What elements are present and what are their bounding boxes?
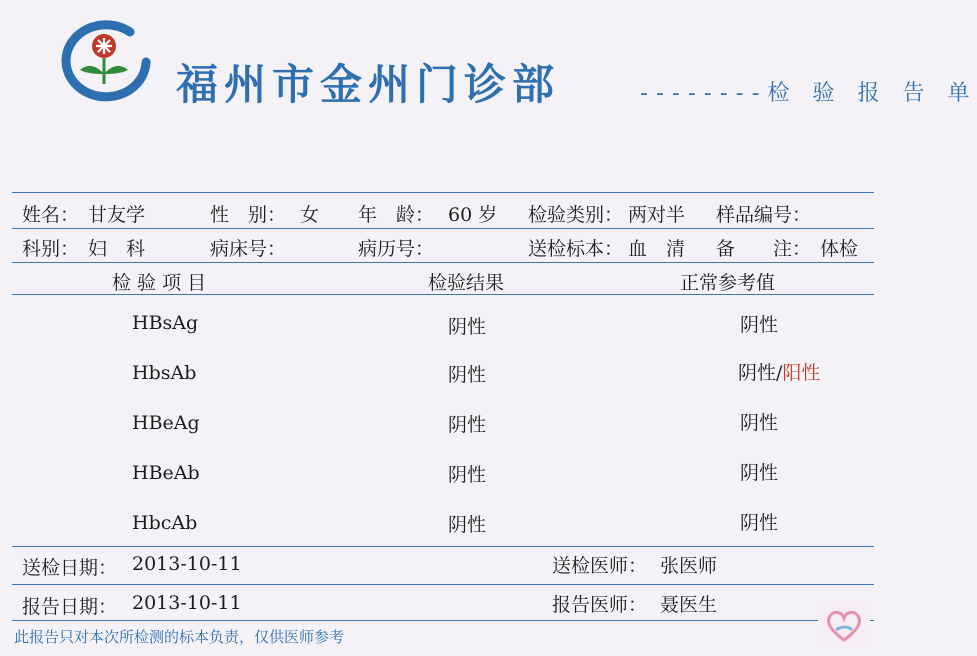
- submit-doctor: 张医师: [660, 555, 718, 577]
- reference-negative: 阴性/: [738, 362, 783, 384]
- submit-doctor-label: 送检医师：: [552, 555, 648, 577]
- report-date: 2013-10-11: [132, 592, 242, 614]
- test-reference: 阴性: [740, 412, 779, 434]
- patient-dept: 妇 科: [88, 238, 146, 260]
- note: 体检: [820, 238, 859, 260]
- test-item: HbcAb: [132, 512, 198, 534]
- test-result: 阴性: [448, 316, 487, 338]
- test-result: 阴性: [448, 364, 487, 386]
- report-title: --------检 验 报 告 单: [640, 81, 977, 106]
- dept-label: 科别：: [22, 238, 80, 260]
- sample-no-label: 样品编号：: [716, 204, 812, 226]
- report-date-label: 报告日期：: [22, 596, 118, 618]
- test-reference: 阴性: [740, 512, 779, 534]
- patient-name: 甘友学: [88, 204, 146, 226]
- divider: [12, 228, 874, 229]
- patient-sex: 女: [300, 204, 320, 226]
- sex-label: 性 别：: [210, 204, 287, 226]
- test-type: 两对半: [628, 204, 686, 226]
- test-result: 阴性: [448, 514, 487, 536]
- test-item: HBsAg: [132, 312, 199, 334]
- submit-date-label: 送检日期：: [22, 557, 118, 579]
- age-label: 年 龄：: [358, 204, 435, 226]
- divider: [12, 192, 874, 193]
- specimen: 血 清: [628, 238, 686, 260]
- header-result: 检验结果: [428, 272, 505, 294]
- clinic-logo: [58, 22, 154, 106]
- header-test-item: 检 验 项 目: [112, 272, 207, 294]
- divider: [12, 294, 874, 295]
- disclaimer: 此报告只对本次所检测的标本负责，仅供医师参考: [14, 628, 345, 646]
- report-doctor-label: 报告医师：: [552, 594, 648, 616]
- test-reference: 阴性: [740, 314, 779, 336]
- heart-watermark-icon: [818, 600, 870, 648]
- submit-date: 2013-10-11: [132, 553, 242, 575]
- test-reference: [738, 358, 820, 385]
- divider: [12, 262, 874, 263]
- note-label: 备 注：: [716, 238, 812, 260]
- divider: [12, 584, 874, 585]
- divider: [12, 620, 874, 621]
- test-type-label: 检验类别：: [528, 204, 624, 226]
- specimen-label: 送检标本：: [528, 238, 624, 260]
- report-doctor: 聂医生: [660, 594, 718, 616]
- clinic-name: 福州市金州门诊部: [176, 60, 561, 109]
- divider: [12, 546, 874, 547]
- bed-label: 病床号：: [210, 238, 287, 260]
- patient-age: 60 岁: [448, 204, 498, 226]
- header-reference: 正常参考值: [680, 272, 776, 294]
- test-item: HBeAg: [132, 412, 200, 434]
- reference-positive: 阳性: [782, 362, 821, 384]
- test-reference: 阴性: [740, 462, 779, 484]
- test-result: 阴性: [448, 414, 487, 436]
- test-item: HBeAb: [132, 462, 200, 484]
- test-result: 阴性: [448, 464, 487, 486]
- name-label: 姓名：: [22, 204, 80, 226]
- test-item: HbsAb: [132, 362, 197, 384]
- record-label: 病历号：: [358, 238, 435, 260]
